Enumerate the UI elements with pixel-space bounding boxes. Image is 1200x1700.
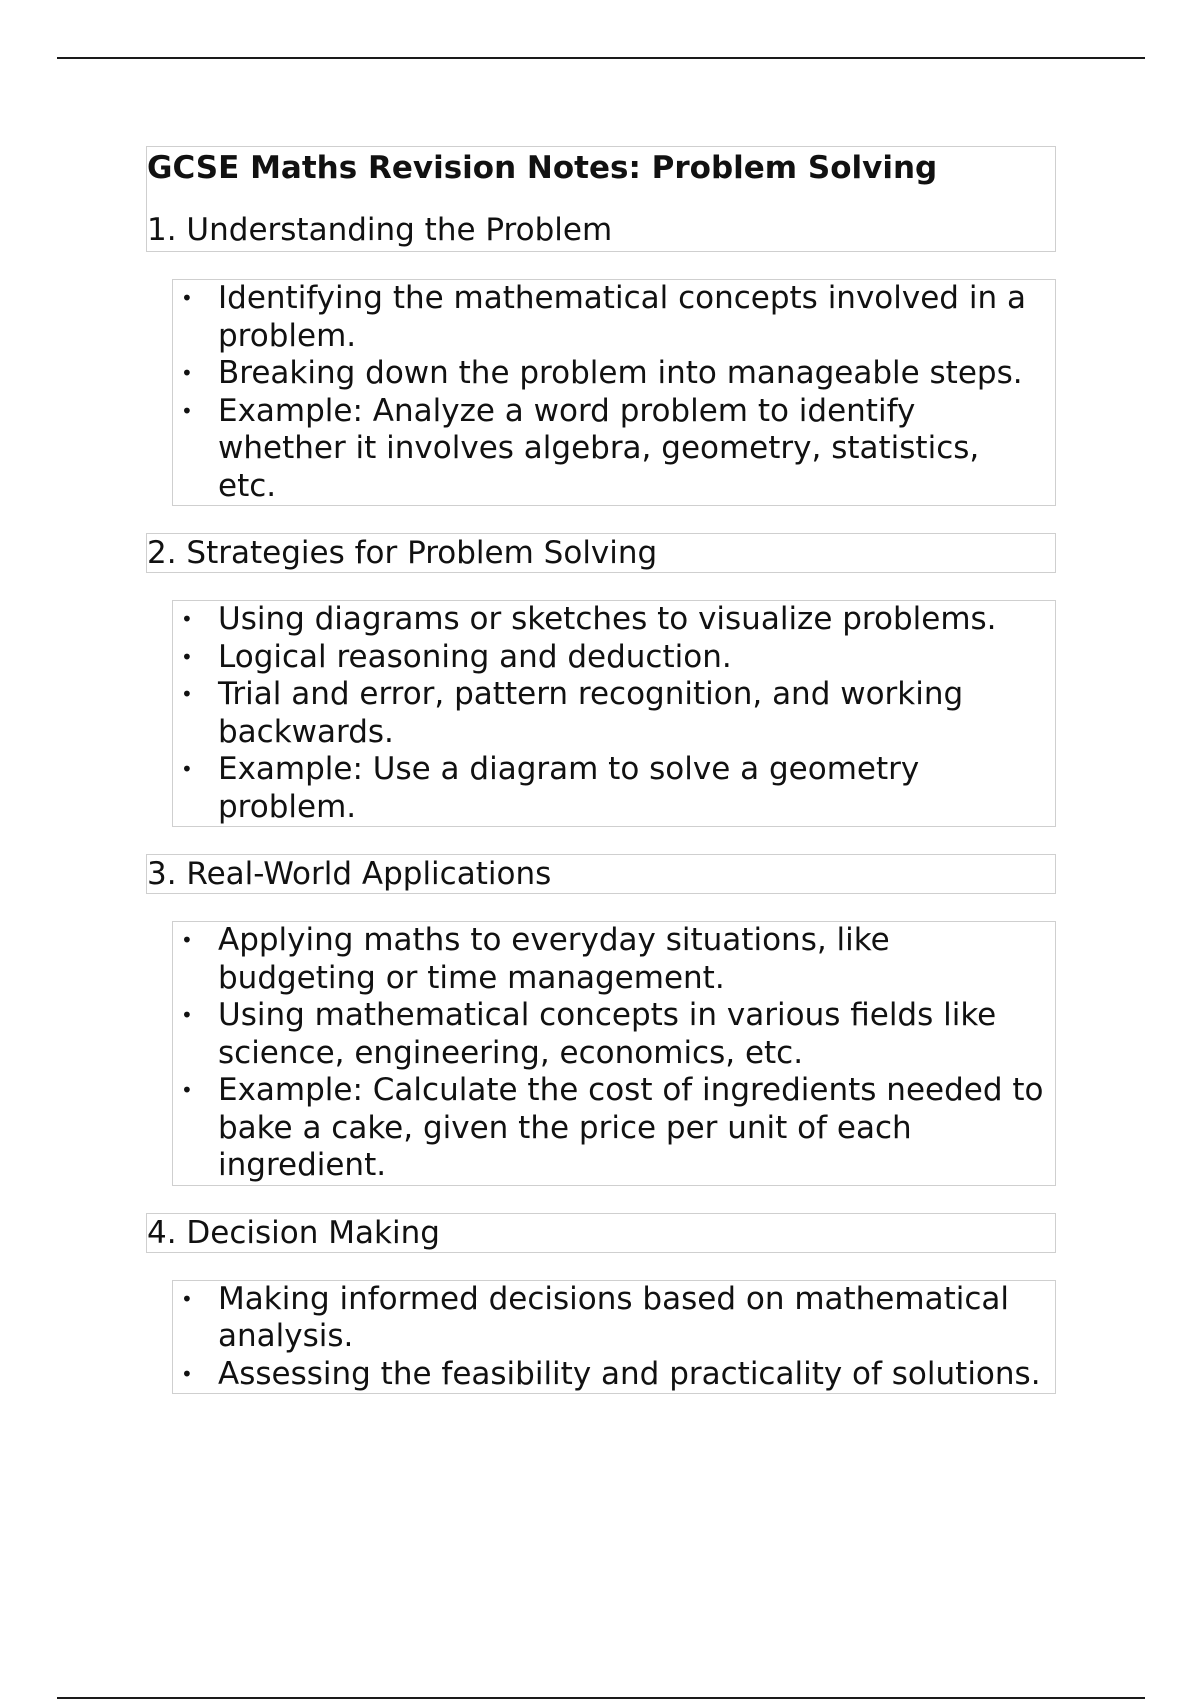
list-item: • Trial and error, pattern recognition, and working backwards.	[181, 676, 964, 750]
bullet-icon: •	[181, 928, 193, 952]
bullet-icon: •	[181, 757, 193, 781]
list-item: • Example: Use a diagram to solve a geometry problem.	[181, 751, 920, 825]
section-heading-box-4	[146, 1213, 1056, 1253]
section-list-1	[172, 279, 1056, 506]
top-rule	[57, 57, 1145, 59]
page-title: GCSE Maths Revision Notes: Problem Solving	[147, 150, 938, 186]
bottom-rule	[57, 1697, 1145, 1699]
section-list-3	[172, 921, 1056, 1186]
bullet-icon: •	[181, 644, 193, 669]
section-heading-box-3	[146, 854, 1056, 894]
list-item: • Using mathematical concepts in various fields like science, engineering, economics, etc.	[181, 997, 997, 1071]
section-heading-box-2	[146, 533, 1056, 573]
bullet-icon: •	[181, 682, 193, 706]
section-heading-3: 3. Real-World Applications	[147, 856, 552, 892]
section-list-4	[172, 1280, 1056, 1395]
bullet-icon: •	[181, 1003, 193, 1027]
list-item: • Making informed decisions based on mathematical analysis.	[181, 1280, 1009, 1354]
list-item: • Identifying the mathematical concepts involved in a problem.	[181, 280, 1026, 354]
list-item: • Breaking down the problem into manageable steps.	[181, 355, 1023, 391]
bullet-icon: •	[181, 1361, 193, 1386]
list-item: • Using diagrams or sketches to visualize problems.	[181, 601, 997, 637]
list-item: • Example: Calculate the cost of ingredients needed to bake a cake, given the price per unit of each ingredient.	[181, 1072, 1044, 1183]
section-heading-4: 4. Decision Making	[147, 1214, 440, 1251]
bullet-icon: •	[181, 286, 193, 310]
list-item: • Example: Analyze a word problem to identify whether it involves algebra, geometry, statistics, etc.	[181, 392, 980, 504]
bullet-icon: •	[181, 1286, 193, 1311]
list-item: • Applying maths to everyday situations, like budgeting or time management.	[181, 922, 890, 996]
section-heading-1: 1. Understanding the Problem	[147, 212, 613, 248]
document-content	[146, 146, 1056, 1394]
section-list-2	[172, 600, 1056, 827]
list-item: • Logical reasoning and deduction.	[181, 638, 732, 675]
title-box	[146, 146, 1056, 252]
bullet-icon: •	[181, 361, 193, 385]
bullet-icon: •	[181, 607, 193, 631]
section-heading-2: 2. Strategies for Problem Solving	[147, 535, 658, 571]
list-item: • Assessing the feasibility and practicality of solutions.	[181, 1355, 1041, 1392]
bullet-icon: •	[181, 1078, 193, 1102]
bullet-icon: •	[181, 398, 193, 423]
